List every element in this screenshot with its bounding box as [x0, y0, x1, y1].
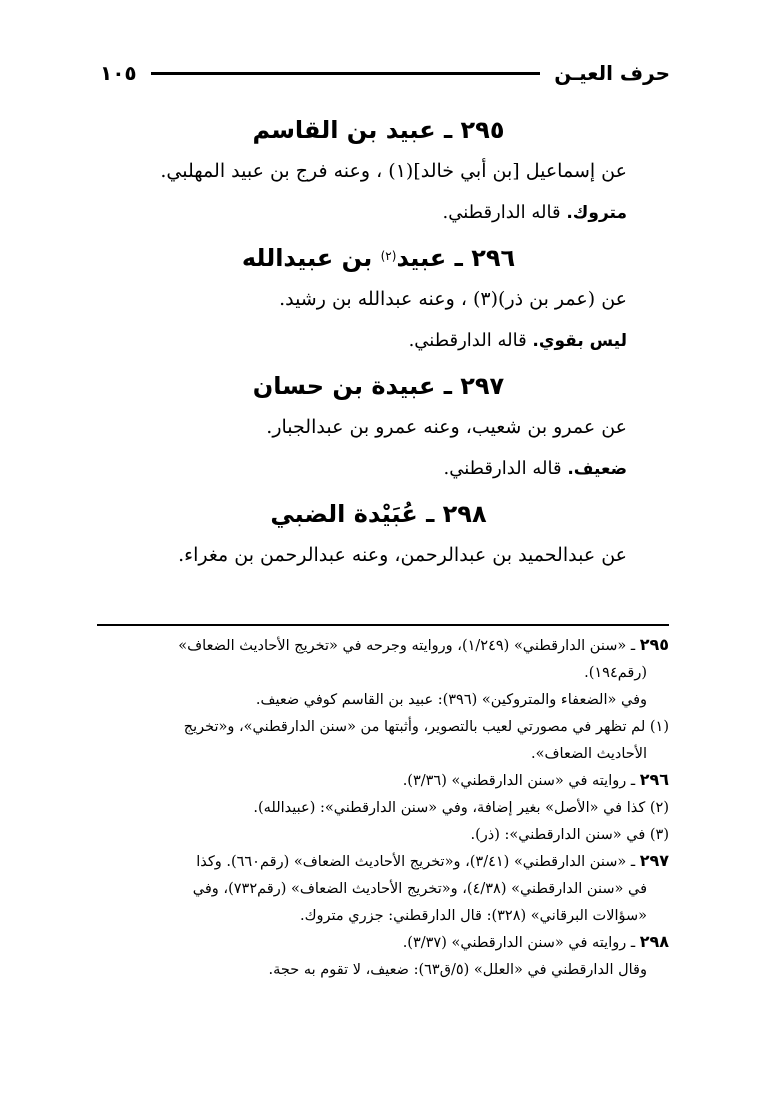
footnote-text: في «سنن الدارقطني» (٤/٣٨)، و«تخريج الأحاديث الضعاف» (رقم٧٣٢)، وفي [192, 881, 647, 897]
footnote-line [100, 823, 669, 847]
footnote-text: ـ روايته في «سنن الدارقطني» (٣/٣٧). [402, 935, 640, 951]
header-rule [151, 72, 541, 75]
footnote-entry-number: ٢٩٥ [639, 635, 669, 654]
entry-heading-298: ٢٩٨ ـ عُبَيْدة الضبي [270, 500, 487, 528]
footnote-entry-number: ٢٩٨ [639, 932, 669, 951]
verdict-source: قاله الدارقطني. [408, 330, 533, 351]
footnote-entry-number: ٢٩٧ [639, 851, 669, 870]
footnote-line [100, 904, 669, 928]
entry-heading-296 [130, 240, 627, 276]
entry-line: عن (عمر بن ذر)(٣) ، وعنه عبدالله بن رشيد. [279, 288, 627, 310]
entry-verdict [130, 454, 627, 484]
footnote-separator [97, 624, 669, 626]
footnote-line [100, 958, 669, 982]
chapter-title: حرف العيـن [554, 61, 670, 85]
entry-verdict [130, 198, 627, 228]
running-header [100, 56, 670, 90]
footnote-line [100, 850, 669, 874]
footnote-text: وقال الدارقطني في «العلل» (٥/ق٦٣): ضعيف، لا تقوم به حجة. [268, 962, 647, 978]
footnote-line [100, 661, 669, 685]
entry-line: عن عمرو بن شعيب، وعنه عمرو بن عبدالجبار. [266, 416, 627, 438]
footnote-text: ـ «سنن الدارقطني» (٣/٤١)، و«تخريج الأحاديث الضعاف» (رقم٦٦٠). وكذا [196, 854, 640, 870]
footnote-line [100, 877, 669, 901]
verdict-term: متروك. [566, 203, 627, 223]
verdict-term: ضعيف. [567, 459, 627, 479]
page-number: ١٠٥ [100, 61, 137, 85]
footnote-line [100, 634, 669, 658]
footnote-line [100, 742, 669, 766]
footnote-text: ـ «سنن الدارقطني» (١/٢٤٩)، وروايته وجرحه في «تخريج الأحاديث الضعاف» [178, 638, 640, 654]
entry-line: عن عبدالحميد بن عبدالرحمن، وعنه عبدالرحمن بن مغراء. [178, 544, 627, 566]
footnote-line [100, 688, 669, 712]
footnote-text: ـ روايته في «سنن الدارقطني» (٣/٣٦). [402, 773, 640, 789]
footnote-entry-number: ٢٩٦ [639, 770, 669, 789]
footnote-line [100, 769, 669, 793]
entry-heading-297: ٢٩٧ ـ عبيدة بن حسان [252, 372, 505, 400]
entry-verdict [130, 326, 627, 356]
entry-line: عن إسماعيل [بن أبي خالد](١) ، وعنه فرج بن عبيد المهلبي. [160, 160, 627, 182]
footnote-text: (١) لم تظهر في مصورتي لعيب بالتصوير، وأثبتها من «سنن الدارقطني»، و«تخريج [183, 719, 669, 735]
footnote-text: الأحاديث الضعاف». [531, 746, 647, 762]
verdict-term: ليس بقوي. [532, 331, 627, 351]
footnote-text: (٢) كذا في «الأصل» بغير إضافة، وفي «سنن الدارقطني»: (عبيدالله). [253, 800, 669, 816]
main-text [130, 112, 627, 582]
footnote-line [100, 931, 669, 955]
verdict-source: قاله الدارقطني. [443, 458, 568, 479]
footnotes [100, 634, 669, 985]
footnote-text: وفي «الضعفاء والمتروكين» (٣٩٦): عبيد بن القاسم كوفي ضعيف. [255, 692, 647, 708]
footnote-ref: (٢) [380, 249, 397, 263]
heading-part: ٢٩٦ ـ عبيد [396, 244, 516, 272]
footnote-line [100, 715, 669, 739]
footnote-text: (رقم١٩٤). [584, 665, 647, 681]
entry-heading-295: ٢٩٥ ـ عبيد بن القاسم [252, 116, 505, 144]
footnote-line [100, 796, 669, 820]
heading-part: بن عبيدالله [241, 244, 381, 272]
footnote-text: (٣) في «سنن الدارقطني»: (ذر). [470, 827, 669, 843]
verdict-source: قاله الدارقطني. [442, 202, 567, 223]
footnote-text: «سؤالات البرقاني» (٣٢٨): قال الدارقطني: جزري متروك. [299, 908, 647, 924]
